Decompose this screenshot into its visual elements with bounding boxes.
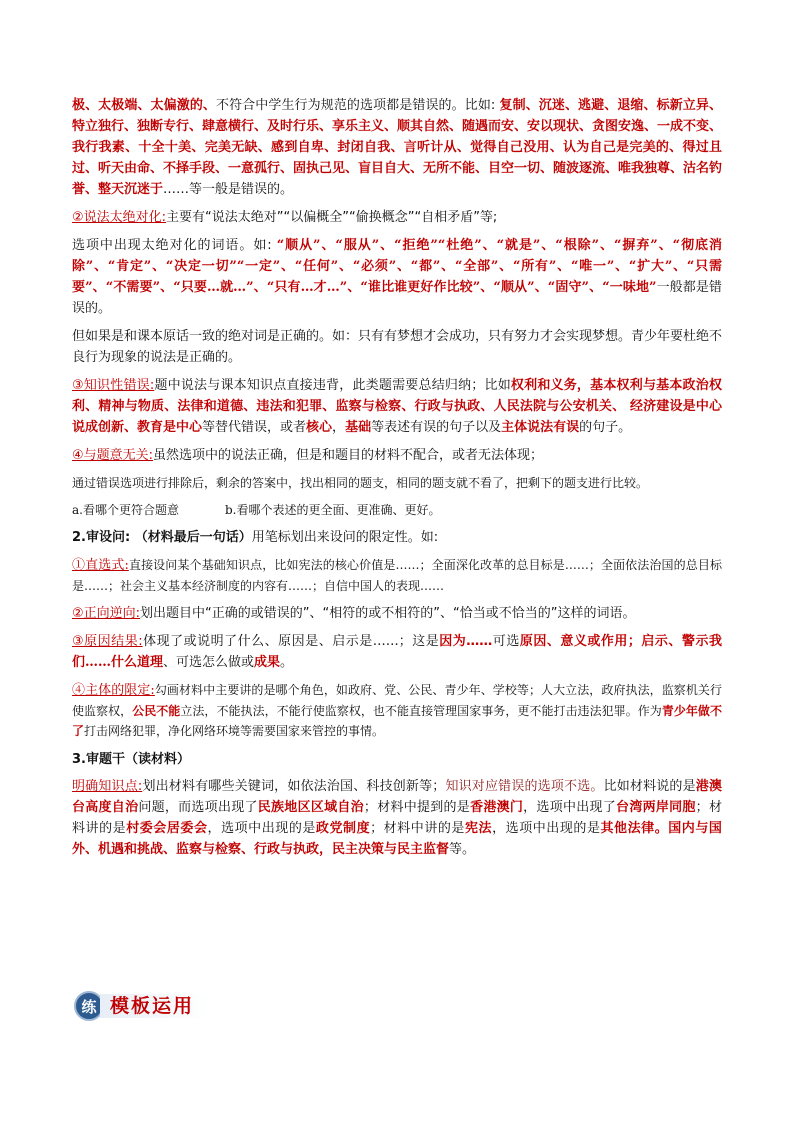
- text: 题中说法与课本知识点直接违背，此类题需要总结归纳；比如: [154, 378, 511, 393]
- text: 虽然选项中的说法正确，但是和题目的材料不配合，或者无法体现；: [153, 448, 544, 463]
- paragraph-extreme-options: [72, 95, 722, 200]
- subheading: ②说法太绝对化:: [72, 210, 167, 225]
- text-brown: 知识对应错误的选项不选。: [445, 779, 604, 794]
- text-red-keywords: 其他法律。国内与国外、机遇和挑战、监察与检察、行政与执政，民主决策与民主监督: [72, 821, 722, 857]
- text: 但如果是和课本原话一致的绝对词是正确的。如：只有有梦想才会成功，只有努力才会实现梦想。青少年要杜绝不良行为现象的说法是正确的。: [72, 329, 723, 365]
- text-red: 台湾两岸同胞: [616, 800, 696, 815]
- paragraph-cause-effect: [72, 631, 722, 673]
- text: 的句子。: [579, 420, 632, 435]
- text: ，选项中出现的是: [492, 821, 601, 836]
- text-red-keywords: 复制、沉迷、逃避、退缩、标新立异、特立独行、独断专行、肆意横行、及时行乐、享乐主义、顺其自然、随遇而安、安以现状、贪图安逸、一成不变、我行我素、十全十美、完美无缺、感到自卑、封闭自我、言听计从、觉得自己没用、认为自己是完美的、得过且过、听天由命、不择手段、一意孤行、固执己见、盲目自大、无所不能、目空一切、随波逐流、唯我独尊、沽名钓誉、整天沉迷于: [72, 98, 723, 197]
- text-red: 青少年做不了: [72, 704, 722, 738]
- section-3-heading: 3.审题干（读材料）: [72, 752, 190, 767]
- text: 可选: [492, 634, 520, 649]
- text: 等替代错误，或者: [202, 420, 307, 435]
- text: 等表述有误的句子以及: [371, 420, 502, 435]
- subheading: ①直选式:: [72, 558, 129, 573]
- text: 问题，而选项出现了: [138, 800, 258, 815]
- text-red: 政党制度: [315, 821, 371, 836]
- text: 。: [280, 655, 294, 670]
- document-body: [72, 95, 722, 867]
- text: ，: [332, 420, 346, 435]
- option-b: b.看哪个表述的更全面、更准确、更好。: [224, 503, 441, 517]
- paragraph-subject-limit: [72, 680, 722, 741]
- text: 直接设问某个基础知识点，比如宪法的核心价值是……；全面深化改革的总目标是……；全面依法治国的总目标是……；社会主义基本经济制度的内容有……；自信中国人的表现……: [72, 558, 722, 593]
- text-red: 村委会居委会: [126, 821, 208, 836]
- paragraph-elimination: [72, 473, 722, 493]
- text: 、可选怎么做或: [163, 655, 255, 670]
- subheading: ④与题意无关:: [72, 448, 154, 463]
- text: 一般都是错误的。: [72, 280, 722, 316]
- section-2-heading: [72, 527, 722, 548]
- subheading: ③原因结果:: [72, 634, 143, 649]
- text: ……等一般是错误的。: [163, 182, 294, 197]
- text: ；材料中讲的是: [370, 821, 465, 836]
- text-red-keywords: “顺从”、“服从”、“拒绝”“杜绝”、“就是”、“根除”、“摒弃”、“彻底消除”、“肯定”、“决定一切”“一定”、“任何”、“必须”、“都”、“全部”、“所有”、“唯一”、“扩大”、“只需要”、“不需要”、“只要…就…”、“只有…才…”、“谁比谁更好作比较”、“顺从”、“固守”、“一味地”: [72, 238, 723, 295]
- text: 等。: [449, 842, 476, 857]
- text: ；材料中提到的是: [363, 800, 471, 815]
- text: 选项中出现太绝对化的词语。如:: [72, 238, 277, 253]
- text-red: 原因、意义或作用；启示、警示我们……什么道理: [72, 634, 722, 670]
- text: ，选项中出现的是: [207, 821, 316, 836]
- subheading: 明确知识点:: [72, 779, 143, 794]
- text-red: 主体说法有误: [501, 420, 580, 435]
- text-red: 公民不能: [132, 704, 181, 718]
- subheading: ②正向逆向:: [72, 606, 141, 621]
- paragraph-compare-options: [72, 500, 722, 520]
- option-a: a.看哪个更符合题意: [72, 503, 179, 517]
- practice-icon: 练: [74, 991, 104, 1021]
- paragraph-absolute-heading: [72, 207, 722, 228]
- badge-label: 模板运用: [100, 994, 208, 1018]
- text: 划出材料有哪些关键词，如依法治国、科技创新等；: [142, 779, 446, 794]
- text-red: 港澳台高度自治: [72, 779, 722, 815]
- text: 比如材料说的是: [603, 779, 696, 794]
- text-red: 核心: [306, 420, 333, 435]
- subheading: ④主体的限定:: [72, 683, 155, 698]
- text: 立法，不能执法，不能行使监察权，也不能直接管理国家事务，更不能打击违法犯罪。作为: [180, 704, 662, 718]
- subheading: ③知识性错误:: [72, 378, 155, 393]
- text-red: 极、太极端、太偏激的、: [72, 98, 216, 113]
- text: 用笔标划出来设问的限定性。如:: [251, 530, 439, 545]
- template-usage-badge: [74, 990, 208, 1022]
- text: ；材料讲的是: [72, 800, 722, 836]
- paragraph-absolute-words: [72, 235, 722, 319]
- text-red: 成果: [254, 655, 281, 670]
- paragraph-knowledge-point: [72, 776, 722, 860]
- text-red: 香港澳门: [470, 800, 524, 815]
- paragraph-direct-question: [72, 555, 722, 596]
- text: 划出题目中“正确的或错误的”、“相符的或不相符的”、“恰当或不恰当的”这样的词语。: [140, 606, 636, 621]
- text: 勾画材料中主要讲的是哪个角色，如政府、党、公民、青少年、学校等；人大立法，政府执法，监察机关行使监察权，: [72, 683, 722, 718]
- text-red-keywords: 权利和义务，基本权利与基本政治权利、精神与物质、法律和道德、违法和犯罪、监察与检察、行政与执政、人民法院与公安机关、 经济建设是中心说成创新、教育是中心: [72, 378, 722, 435]
- text-red: 因为……: [439, 634, 493, 649]
- paragraph-knowledge-error: [72, 375, 722, 438]
- paragraph-textbook-exception: [72, 326, 722, 368]
- paragraph-irrelevant: [72, 445, 722, 466]
- text-red: 宪法: [464, 821, 493, 836]
- text: 体现了或说明了什么、原因是、启示是……；这是: [142, 634, 440, 649]
- paragraph-positive-negative: [72, 603, 722, 624]
- section-title: 2.审设问: （材料最后一句话）: [72, 530, 252, 545]
- text: 打击网络犯罪，净化网络环境等需要国家来管控的事情。: [84, 724, 385, 738]
- text: ，选项中出现了: [523, 800, 617, 815]
- text: 主要有“说法太绝对”“以偏概全”“偷换概念”“自相矛盾”等;: [166, 210, 498, 225]
- text: 不符合中学生行为规范的选项都是错误的。比如:: [216, 98, 500, 113]
- text-red: 民族地区区域自治: [257, 800, 364, 815]
- text-red: 基础: [345, 420, 372, 435]
- text: 通过错误选项进行排除后，剩余的答案中，找出相同的题支，相同的题支就不看了，把剩下的题支进行比较。: [72, 476, 649, 490]
